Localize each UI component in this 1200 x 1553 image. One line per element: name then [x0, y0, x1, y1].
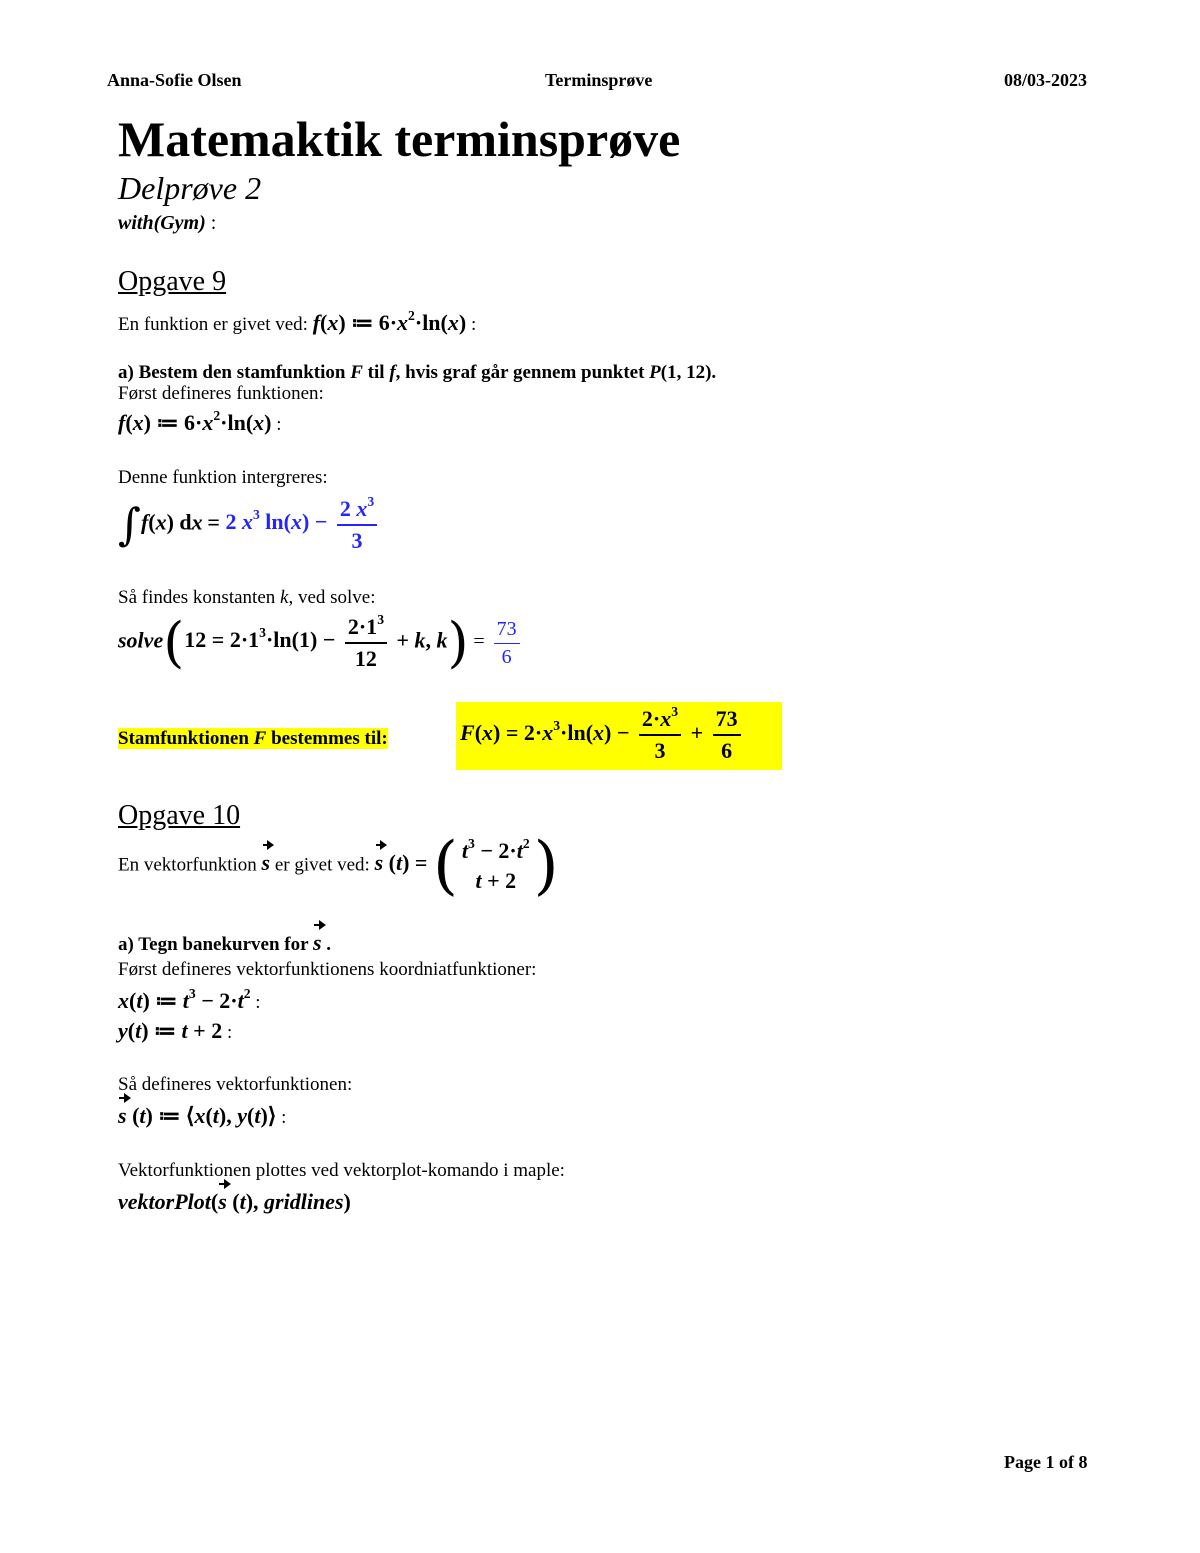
with-command: with(Gym) :	[118, 212, 217, 234]
opgave9-step1: Først defineres funktionen:	[118, 383, 324, 404]
header-date: 08/03-2023	[1004, 70, 1087, 90]
opgave9-step3: Så findes konstanten k, ved solve:	[118, 587, 376, 608]
x-coordinate-definition: x(t) ≔ $t^3 - 2\cdot t^2$ :	[118, 985, 261, 1013]
stamfunktion-result: $F(x) = 2\cdot x^3\cdot\ln(x)$ − $\frac{2\cdot x^3}{3}$ + $\frac{73}{6}$	[460, 706, 745, 764]
vector-function-definition: s (t) ≔ ⟨x(t), y(t)⟩ :	[118, 1103, 287, 1128]
opgave10-intro: En vektorfunktion s er givet ved: s (t) = ( $t^3 - 2\cdot t^2$ t + 2 )	[118, 829, 559, 903]
opgave10-question-a: a) Tegn banekurven for s .	[118, 930, 332, 955]
opgave10-step2: Så defineres vektorfunktionen:	[118, 1074, 353, 1095]
conclusion-label: Stamfunktionen F bestemmes til:	[118, 728, 388, 749]
opgave10-step3: Vektorfunktionen plottes ved vektorplot-komando i maple:	[118, 1160, 565, 1181]
vektorplot-command: vektorPlot(s (t), gridlines)	[118, 1189, 351, 1214]
header-title: Terminsprøve	[545, 70, 653, 90]
solve-expression: solve(12 = $2\cdot 1^3\cdot\ln(1)$ − $\frac{2\cdot 1^3}{12}$ + k, k) = $\frac{73}{6}$	[118, 614, 524, 672]
header-author: Anna-Sofie Olsen	[107, 70, 242, 90]
page-title: Matemaktik terminsprøve	[118, 111, 681, 167]
page-number: Page 1 of 8	[1004, 1452, 1088, 1472]
page-subtitle: Delprøve 2	[118, 170, 262, 206]
function-definition: f(x) ≔ $6\cdot x^2\cdot\ln(x)$ :	[118, 407, 282, 435]
integral-expression: ∫f(x) dx = 2 $x^3$ ln(x) − $\frac{2 x^3}{3}$	[118, 496, 381, 554]
opgave10-step1: Først defineres vektorfunktionens koordniatfunktioner:	[118, 959, 537, 980]
conclusion-highlight	[456, 702, 782, 770]
y-coordinate-definition: y(t) ≔ t + 2 :	[118, 1018, 233, 1043]
opgave10-heading: Opgave 10	[118, 800, 241, 831]
opgave9-intro: En funktion er givet ved: f(x) ≔ $6\cdot x^2\cdot\ln(x)$ :	[118, 307, 477, 335]
opgave9-step2: Denne funktion intergreres:	[118, 467, 328, 488]
opgave9-question-a: a) Bestem den stamfunktion F til f, hvis graf går gennem punktet P(1, 12).	[118, 362, 717, 383]
opgave9-heading: Opgave 9	[118, 266, 227, 297]
